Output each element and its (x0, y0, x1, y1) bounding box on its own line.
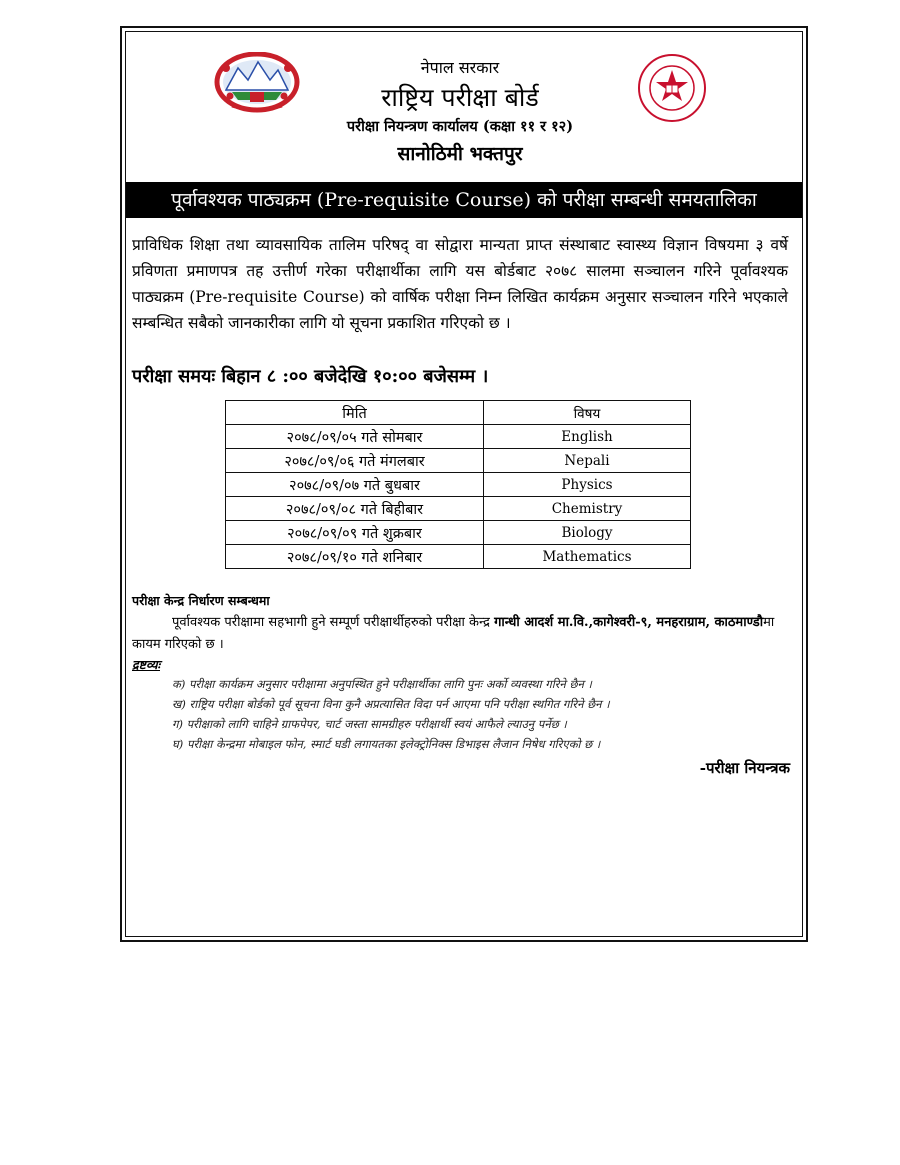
notice-title-banner: पूर्वावश्यक पाठ्यक्रम (Pre-requisite Course) को परीक्षा सम्बन्धी समयतालिका (126, 182, 802, 218)
exam-date: २०७८/०९/१० गते शनिबार (226, 545, 484, 569)
note-item: क) परीक्षा कार्यक्रम अनुसार परीक्षामा अनुपस्थित हुने परीक्षार्थीका लागि पुनः अर्को व्यवस्था गरिने छैन । (172, 677, 592, 691)
exam-center-paragraph (132, 612, 788, 656)
table-row (226, 449, 691, 473)
exam-subject: Chemistry (484, 497, 691, 521)
table-row (226, 521, 691, 545)
exam-subject: Nepali (484, 449, 691, 473)
table-row (226, 473, 691, 497)
office-name: परीक्षा नियन्त्रण कार्यालय (कक्षा ११ र १२) (346, 118, 574, 135)
intro-paragraph: प्राविधिक शिक्षा तथा व्यावसायिक तालिम परिषद् वा सोद्वारा मान्यता प्राप्त संस्थाबाट स्वास्थ्य विज्ञान विषयमा ३ वर्षे प्रविणता प्रमाणपत्र तह उत्तीर्ण गरेका परीक्षार्थीका लागि यस बोर्डबाट २०७८ सालमा सञ्चालन गरिने पूर्वावश्यक पाठ्यक्रम (Pre-requisite Course) को वार्षिक परीक्षा निम्न लिखित कार्यक्रम अनुसार सञ्चालन गरिने भएकाले सम्बन्धित सबैको जानकारीका लागि यो सूचना प्रकाशित गरिएको छ । (132, 236, 788, 332)
board-name: राष्ट्रिय परीक्षा बोर्ड (381, 83, 539, 112)
office-location: सानोठिमी भक्तपुर (397, 143, 523, 165)
notes-list (172, 674, 792, 754)
exam-center-name: गान्धी आदर्श मा.वि.,कागेश्वरी-९, मनहराग्राम, काठमाण्डौ (494, 615, 764, 630)
exam-date: २०७८/०९/०८ गते बिहीबार (226, 497, 484, 521)
date-column-header: मिति (226, 401, 484, 425)
exam-subject: Mathematics (484, 545, 691, 569)
national-examinations-board-seal-icon (636, 52, 708, 124)
subject-column-header: विषय (484, 401, 691, 425)
exam-center-text-before: पूर्वावश्यक परीक्षामा सहभागी हुने सम्पूर्ण परीक्षार्थीहरुको परीक्षा केन्द्र (172, 615, 495, 630)
table-row (226, 545, 691, 569)
exam-subject: Biology (484, 521, 691, 545)
table-row (226, 425, 691, 449)
exam-center-text-after: मा कायम गरिएको छ । (132, 615, 775, 652)
exam-subject: English (484, 425, 691, 449)
exam-center-heading: परीक्षा केन्द्र निर्धारण सम्बन्धमा (132, 593, 270, 608)
exam-date: २०७८/०९/०५ गते सोमबार (226, 425, 484, 449)
table-row (226, 497, 691, 521)
note-item: ख) राष्ट्रिय परीक्षा बोर्डको पूर्व सूचना विना कुनै अप्रत्यासित विदा पर्न आएमा पनि परीक्षा स्थगित गरिने छैन । (172, 697, 610, 711)
government-name: नेपाल सरकार (420, 58, 500, 77)
note-item: ग) परीक्षाको लागि चाहिने ग्राफपेपर, चार्ट जस्ता सामग्रीहरु परीक्षार्थी स्वयं आफैले ल्याउनु पर्नेछ । (172, 717, 567, 731)
exam-date: २०७८/०९/०६ गते मंगलबार (226, 449, 484, 473)
exam-date: २०७८/०९/०७ गते बुधबार (226, 473, 484, 497)
note-item: घ) परीक्षा केन्द्रमा मोबाइल फोन, स्मार्ट घडी लगायतका इलेक्ट्रोनिक्स डिभाइस लैजान निषेध गरिएको छ । (172, 737, 601, 751)
signature: -परीक्षा नियन्त्रक (699, 759, 790, 777)
table-header-row (226, 401, 691, 425)
exam-schedule-table (225, 400, 691, 569)
exam-subject: Physics (484, 473, 691, 497)
nepal-government-emblem-icon (212, 52, 302, 114)
exam-date: २०७८/०९/०९ गते शुक्रबार (226, 521, 484, 545)
notes-heading: द्रष्टव्यः (132, 657, 160, 672)
exam-time: परीक्षा समयः बिहान ८ :०० बजेदेखि १०:०० बजेसम्म । (132, 366, 489, 387)
